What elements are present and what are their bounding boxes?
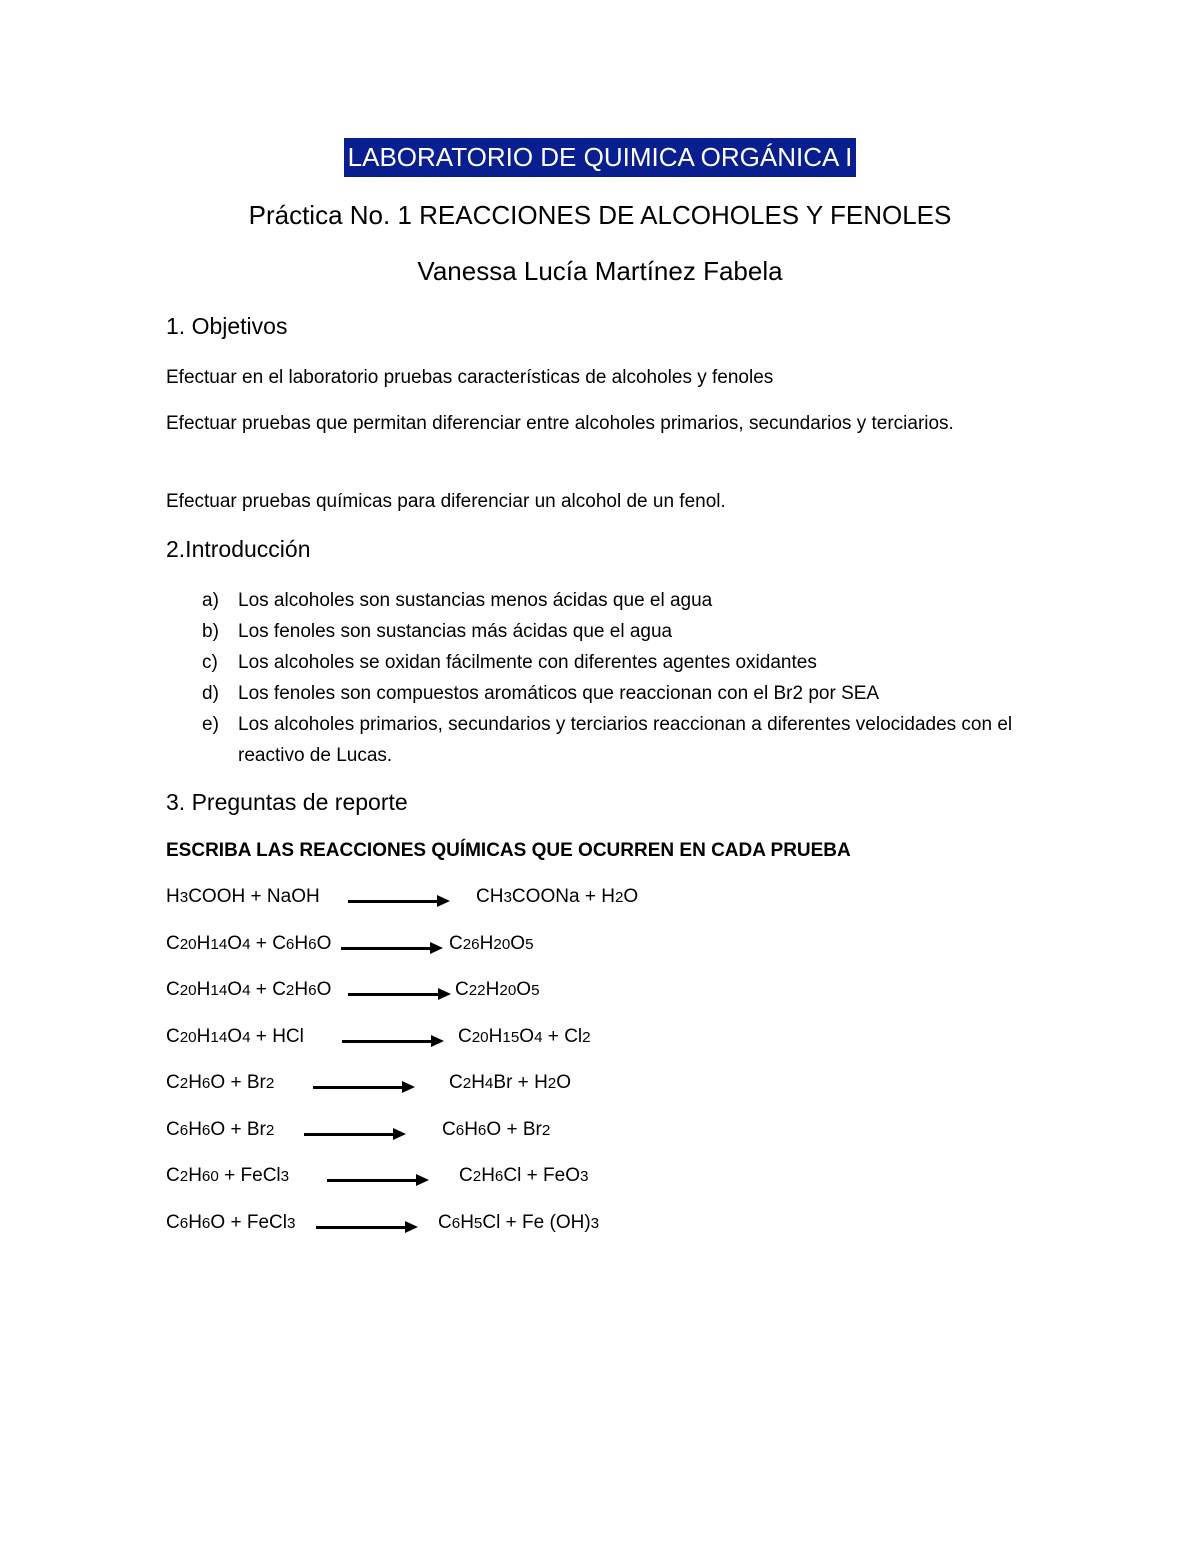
list-item [166, 616, 1032, 647]
list-item [166, 585, 1032, 616]
reaction-products: CH3COONa + H2O [476, 886, 639, 907]
reaction-reactants: C20H14O4 + C2H6O [166, 979, 332, 1000]
reaction-reactants: C20H14O4 + C6H6O [166, 933, 332, 954]
objective-item: Efectuar en el laboratorio pruebas características de alcoholes y fenoles [166, 367, 774, 388]
reaction-products: C20H15O4 + Cl2 [458, 1026, 591, 1047]
list-item-text: Los fenoles son compuestos aromáticos que reaccionan con el Br2 por SEA [238, 683, 880, 704]
title-wrap [0, 138, 1200, 177]
reaction-arrow-icon [313, 1086, 403, 1089]
intro-heading: 2.Introducción [166, 536, 311, 562]
list-marker: a) [202, 590, 219, 611]
reaction-reactants: C6H6O + Br2 [166, 1119, 275, 1140]
list-item [166, 709, 1032, 771]
list-item-text: Los alcoholes primarios, secundarios y terciarios reaccionan a diferentes velocidades con el reactivo de Lucas. [238, 714, 1013, 766]
list-marker: d) [202, 683, 219, 704]
reaction-arrow-icon [342, 1040, 432, 1043]
list-item [166, 647, 1032, 678]
reaction-reactants: C2H6O + Br2 [166, 1072, 275, 1093]
reaction-products: C26H20O5 [449, 933, 534, 954]
list-item-text: Los alcoholes son sustancias menos ácidas que el agua [238, 590, 713, 611]
reactions-heading: ESCRIBA LAS REACCIONES QUÍMICAS QUE OCURREN EN CADA PRUEBA [166, 840, 851, 861]
document-title: LABORATORIO DE QUIMICA ORGÁNICA I [344, 138, 857, 177]
list-marker: c) [202, 652, 218, 673]
reaction-arrow-icon [348, 993, 439, 996]
list-item-text: Los alcoholes se oxidan fácilmente con diferentes agentes oxidantes [238, 652, 817, 673]
reaction-products: C22H20O5 [455, 979, 540, 1000]
reaction-arrow-icon [348, 900, 438, 903]
reaction-products: C6H6O + Br2 [442, 1119, 551, 1140]
list-item-text: Los fenoles son sustancias más ácidas que el agua [238, 621, 673, 642]
reaction-arrow-icon [327, 1179, 417, 1182]
reaction-arrow-icon [316, 1226, 406, 1229]
reaction-products: C2H4Br + H2O [449, 1072, 572, 1093]
objective-item: Efectuar pruebas químicas para diferenciar un alcohol de un fenol. [166, 491, 726, 512]
author-name: Vanessa Lucía Martínez Fabela [417, 256, 783, 286]
reaction-products: C6H5Cl + Fe (OH)3 [438, 1212, 600, 1233]
reaction-reactants: C6H6O + FeCl3 [166, 1212, 296, 1233]
practice-subtitle: Práctica No. 1 REACCIONES DE ALCOHOLES Y FENOLES [248, 200, 952, 230]
reaction-reactants: C2H60 + FeCl3 [166, 1165, 290, 1186]
reaction-products: C2H6Cl + FeO3 [459, 1165, 589, 1186]
report-heading: 3. Preguntas de reporte [166, 789, 408, 815]
reaction-reactants: C20H14O4 + HCl [166, 1026, 304, 1047]
reaction-arrow-icon [304, 1133, 394, 1136]
objectives-heading: 1. Objetivos [166, 313, 288, 339]
list-marker: b) [202, 621, 219, 642]
list-item [166, 678, 1032, 709]
intro-list [166, 585, 1032, 771]
list-marker: e) [202, 714, 219, 735]
reaction-arrow-icon [341, 947, 431, 950]
reaction-reactants: H3COOH + NaOH [166, 886, 320, 907]
objective-item: Efectuar pruebas que permitan diferenciar entre alcoholes primarios, secundarios y terciarios. [166, 413, 954, 434]
